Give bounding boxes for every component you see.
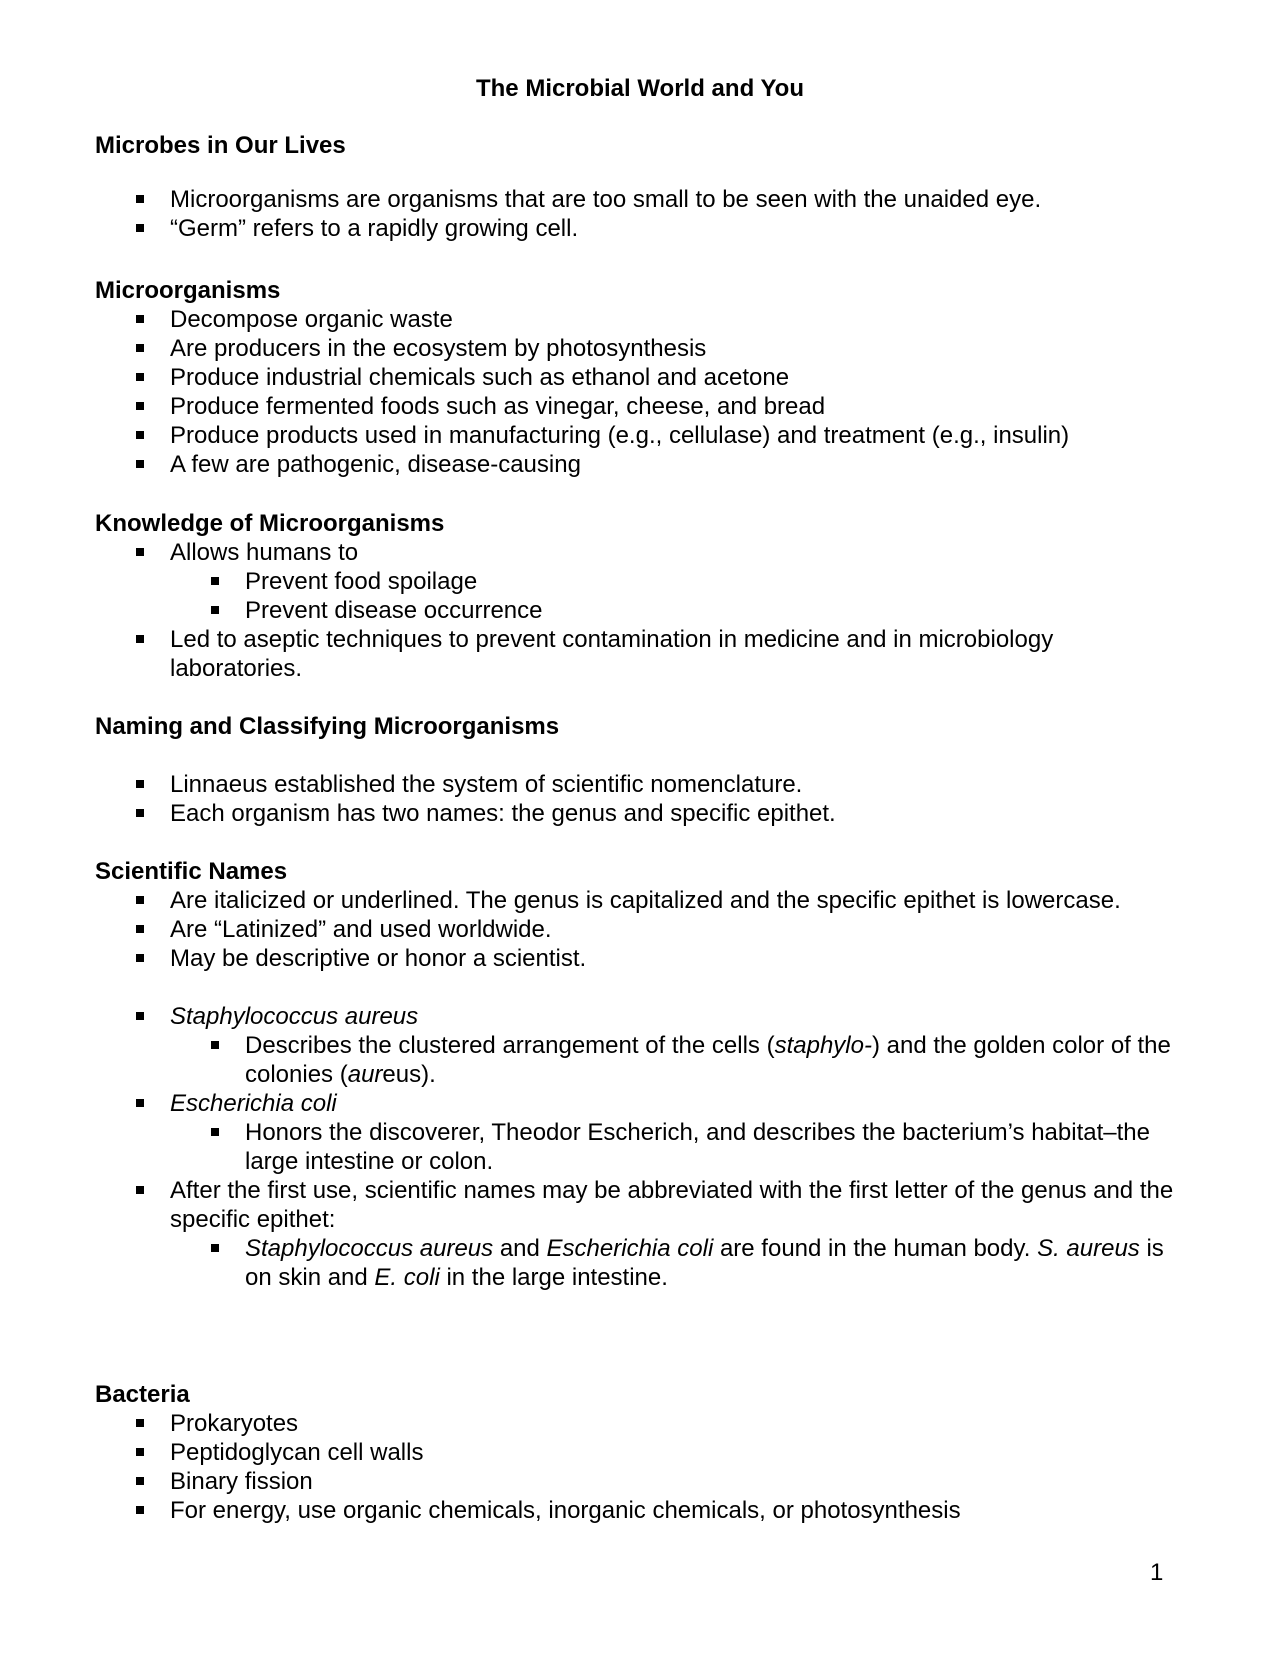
list-item: Binary fission (170, 1467, 1180, 1496)
sub-list-item: Staphylococcus aureus and Escherichia coli are found in the human body. S. aureus is on skin and E. coli in the large intestine. (245, 1234, 1180, 1292)
list-item: Linnaeus established the system of scientific nomenclature. (170, 770, 1180, 799)
list-item-escherichia (170, 1089, 1180, 1118)
list-item: Are italicized or underlined. The genus is capitalized and the specific epithet is lowercase. (170, 886, 1180, 915)
sub-list-item: Prevent food spoilage (245, 567, 1180, 596)
list-item: For energy, use organic chemicals, inorganic chemicals, or photosynthesis (170, 1496, 1180, 1525)
species-name: Staphylococcus aureus (170, 1003, 419, 1030)
sub-list-item: Describes the clustered arrangement of the cells (staphylo-) and the golden color of the colonies (aureus). (245, 1031, 1180, 1089)
list-item: Produce industrial chemicals such as ethanol and acetone (170, 363, 1180, 392)
list-item: Microorganisms are organisms that are too small to be seen with the unaided eye. (170, 185, 1180, 214)
heading-bacteria: Bacteria (95, 1381, 190, 1408)
list-item: Produce fermented foods such as vinegar, cheese, and bread (170, 392, 1180, 421)
sub-list-item: Honors the discoverer, Theodor Escherich, and describes the bacterium’s habitat–the large intestine or colon. (245, 1118, 1180, 1176)
list-item: Allows humans to (170, 538, 1180, 567)
list-item: Peptidoglycan cell walls (170, 1438, 1180, 1467)
list-item: Each organism has two names: the genus and specific epithet. (170, 799, 1180, 828)
list-item: Produce products used in manufacturing (e.g., cellulase) and treatment (e.g., insulin) (170, 421, 1180, 450)
heading-microorganisms: Microorganisms (95, 277, 281, 304)
list-item: May be descriptive or honor a scientist. (170, 944, 1180, 973)
heading-knowledge-of-microorganisms: Knowledge of Microorganisms (95, 510, 445, 537)
list-item: Are “Latinized” and used worldwide. (170, 915, 1180, 944)
list-item: After the first use, scientific names may be abbreviated with the first letter of the genus and the specific epithet: (170, 1176, 1180, 1234)
document-title: The Microbial World and You (475, 75, 805, 102)
list-item: Led to aseptic techniques to prevent contamination in medicine and in microbiology laboratories. (170, 625, 1180, 683)
page-number: 1 (1150, 1559, 1164, 1586)
list-item: Decompose organic waste (170, 305, 1180, 334)
list-item-staphylococcus (170, 1002, 1180, 1031)
heading-microbes-in-our-lives: Microbes in Our Lives (95, 132, 346, 159)
heading-naming-and-classifying: Naming and Classifying Microorganisms (95, 713, 560, 740)
list-item: A few are pathogenic, disease-causing (170, 450, 1180, 479)
list-item: Prokaryotes (170, 1409, 1180, 1438)
sub-list-item: Prevent disease occurrence (245, 596, 1180, 625)
list-item: Are producers in the ecosystem by photosynthesis (170, 334, 1180, 363)
list-item: “Germ” refers to a rapidly growing cell. (170, 214, 1180, 243)
heading-scientific-names: Scientific Names (95, 858, 288, 885)
species-name: Escherichia coli (170, 1090, 337, 1117)
